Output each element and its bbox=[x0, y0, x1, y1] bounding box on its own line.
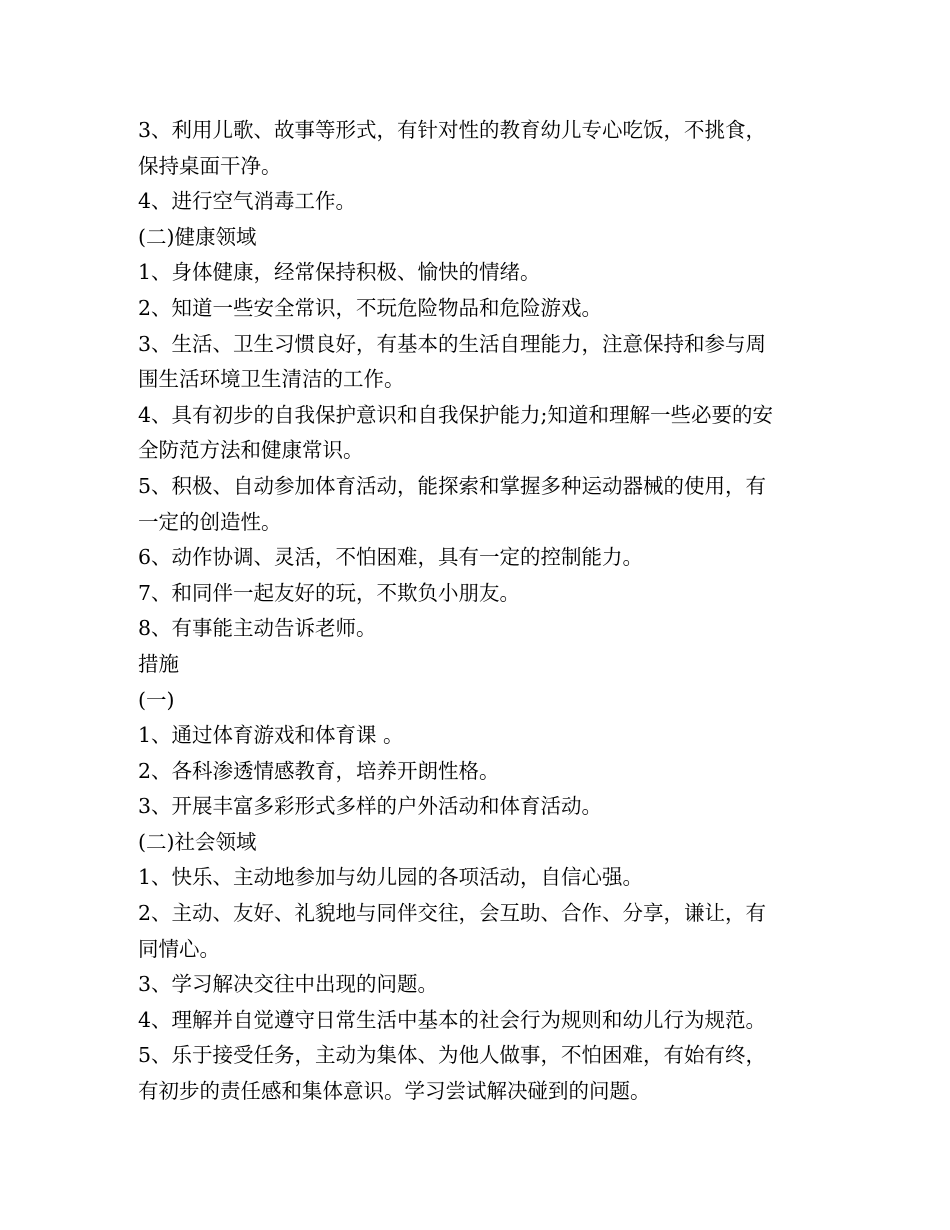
text-line: 3、学习解决交往中出现的问题。 bbox=[138, 972, 439, 997]
text-line: 3、开展丰富多彩形式多样的户外活动和体育活动。 bbox=[138, 794, 603, 819]
text-line: 4、进行空气消毒工作。 bbox=[138, 189, 357, 214]
text-line: 7、和同伴一起友好的玩，不欺负小朋友。 bbox=[138, 580, 521, 605]
text-line: 1、快乐、主动地参加与幼儿园的各项活动，自信心强。 bbox=[138, 865, 644, 890]
text-line: 2、知道一些安全常识，不玩危险物品和危险游戏。 bbox=[138, 295, 603, 320]
section-heading: 措施 bbox=[138, 651, 179, 676]
section-heading: (二)社会领域 bbox=[138, 829, 257, 854]
text-line: 1、通过体育游戏和体育课 。 bbox=[138, 723, 404, 748]
text-line: 6、动作协调、灵活，不怕困难，具有一定的控制能力。 bbox=[138, 545, 644, 570]
text-line: 4、理解并自觉遵守日常生活中基本的社会行为规则和幼儿行为规范。 bbox=[138, 1007, 767, 1032]
text-line: 3、利用儿歌、故事等形式，有针对性的教育幼儿专心吃饭，不挑食， bbox=[138, 118, 767, 142]
section-heading: (一) bbox=[138, 687, 175, 712]
section-heading: (二)健康领域 bbox=[138, 224, 257, 249]
text-line: 围生活环境卫生清洁的工作。 bbox=[138, 367, 405, 392]
text-line: 2、主动、友好、礼貌地与同伴交往，会互助、合作、分享，谦让，有 bbox=[138, 901, 767, 926]
text-line: 1、身体健康，经常保持积极、愉快的情绪。 bbox=[138, 260, 541, 285]
text-line: 5、积极、自动参加体育活动，能探索和掌握多种运动器械的使用，有 bbox=[138, 473, 767, 498]
text-line: 保持桌面干净。 bbox=[138, 153, 282, 178]
text-line: 同情心。 bbox=[138, 936, 220, 961]
document-body bbox=[138, 113, 818, 1110]
text-line: 2、各科渗透情感教育，培养开朗性格。 bbox=[138, 758, 500, 783]
text-line: 3、生活、卫生习惯良好，有基本的生活自理能力，注意保持和参与周 bbox=[138, 331, 767, 356]
text-line: 全防范方法和健康常识。 bbox=[138, 438, 364, 463]
text-line: 一定的创造性。 bbox=[138, 509, 282, 534]
text-line: 8、有事能主动告诉老师。 bbox=[138, 616, 377, 641]
text-line: 5、乐于接受任务，主动为集体、为他人做事，不怕困难，有始有终， bbox=[138, 1043, 767, 1068]
text-line: 4、具有初步的自我保护意识和自我保护能力;知道和理解一些必要的安 bbox=[138, 402, 773, 427]
text-line: 有初步的责任感和集体意识。学习尝试解决碰到的问题。 bbox=[138, 1079, 651, 1104]
